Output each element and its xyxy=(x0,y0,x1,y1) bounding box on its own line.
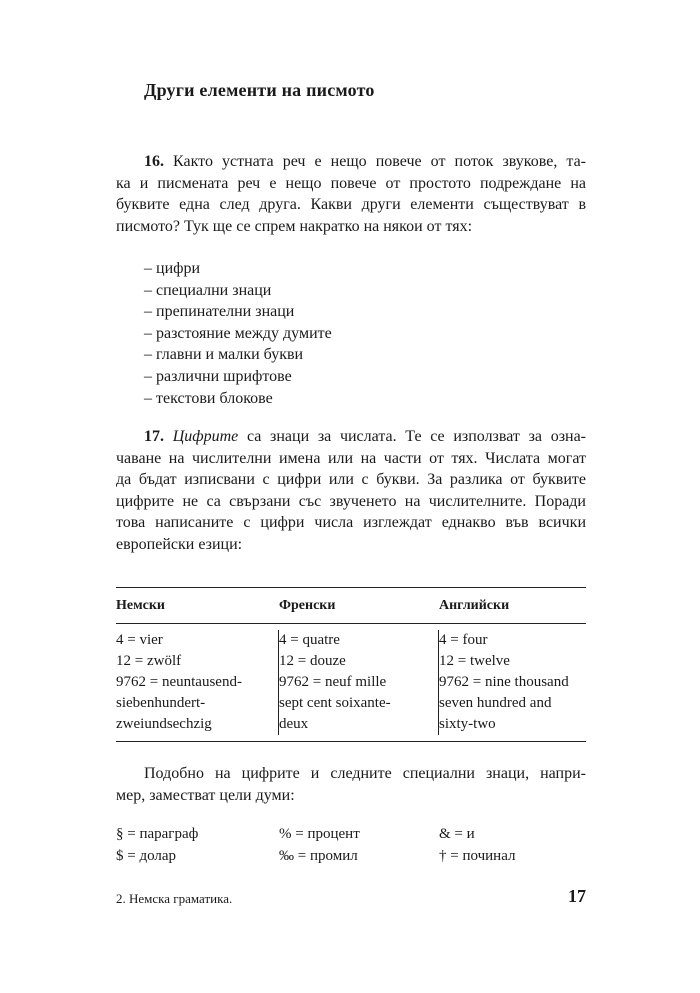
paragraph-16-line: ка и писмената реч е нещо повече от простото подреждане на xyxy=(116,174,586,192)
table-header-row xyxy=(116,588,586,624)
paragraph-17-line: цифрите не са свързани със звученето на числителните. Поради xyxy=(116,492,586,510)
table-column-german xyxy=(116,630,279,735)
list-item: – специални знаци xyxy=(144,281,272,299)
signs-row xyxy=(116,845,586,867)
special-signs-list xyxy=(116,823,586,867)
numbers-table xyxy=(116,587,586,742)
elements-list xyxy=(144,258,332,409)
table-cell: siebenhundert- xyxy=(116,695,206,711)
section-heading: Други елементи на писмото xyxy=(144,80,375,100)
footer-signature: 2. Немска граматика. xyxy=(116,891,233,906)
table-cell: sixty-two xyxy=(439,716,496,732)
table-cell: 4 = four xyxy=(439,632,488,648)
paragraph-17 xyxy=(116,426,586,555)
table-cell: seven hundred and xyxy=(439,695,552,711)
table-cell: 12 = douze xyxy=(279,653,346,669)
paragraph-16 xyxy=(116,151,586,237)
table-cell: zweiundsechzig xyxy=(116,716,212,732)
list-item: – разстояние между думите xyxy=(144,324,332,342)
sign-permille: ‰ = промил xyxy=(279,848,358,864)
sign-paragraph: § = параграф xyxy=(116,826,199,842)
paragraph-17-line: европейски езици: xyxy=(116,535,243,553)
table-cell: 12 = twelve xyxy=(439,653,510,669)
table-cell: 4 = vier xyxy=(116,632,163,648)
table-cell: 4 = quatre xyxy=(279,632,340,648)
table-header-french: Френски xyxy=(279,597,336,613)
table-cell: deux xyxy=(279,716,309,732)
table-cell: 9762 = nine thousand xyxy=(439,674,569,690)
table-cell: 9762 = neuf mille xyxy=(279,674,387,690)
list-item: – главни и малки букви xyxy=(144,346,304,364)
sign-dagger: † = починал xyxy=(439,848,516,864)
table-header-english: Английски xyxy=(439,597,510,613)
italic-term: Цифрите xyxy=(172,428,239,445)
table-header-german: Немски xyxy=(116,597,165,613)
table-column-english xyxy=(439,630,586,735)
paragraph-16-line: писмото? Тук ще се спрем накратко на някои от тях: xyxy=(116,217,473,235)
paragraph-special-signs xyxy=(116,763,586,806)
table-body-row xyxy=(116,624,586,741)
paragraph-17-line: да бъдат изписвани с цифри или с букви. За разлика от буквите xyxy=(116,471,586,488)
sign-percent: % = процент xyxy=(279,826,360,842)
paragraph-17-line: това написаните с цифри числа изглеждат еднакво във всички xyxy=(116,514,586,531)
paragraph-number: 16. xyxy=(144,153,164,170)
sign-dollar: $ = долар xyxy=(116,848,177,864)
paragraph-line: мер, заместват цели думи: xyxy=(116,786,295,804)
sign-ampersand: & = и xyxy=(439,826,475,842)
table-column-french xyxy=(279,630,439,735)
table-cell: 9762 = neuntausend- xyxy=(116,674,242,690)
table-cell: sept cent soixante- xyxy=(279,695,391,711)
paragraph-16-line: буквите една след друга. Какви други елементи съществуват в xyxy=(116,196,586,213)
list-item: – препинателни знаци xyxy=(144,303,295,321)
paragraph-17-line: 17. Цифрите са знаци за числата. Те се използват за озна- xyxy=(144,428,587,445)
paragraph-number: 17. xyxy=(144,428,164,445)
list-item: – текстови блокове xyxy=(144,389,273,407)
paragraph-line: Подобно на цифрите и следните специални знаци, напри- xyxy=(144,765,586,782)
signs-row xyxy=(116,823,586,845)
list-item: – цифри xyxy=(144,260,201,277)
paragraph-16-line: 16. Както устната реч е нещо повече от поток звукове, та- xyxy=(144,153,586,170)
table-cell: 12 = zwölf xyxy=(116,653,182,669)
page-number: 17 xyxy=(568,886,586,906)
paragraph-17-line: чаване на числителни имена или на части от тях. Числата могат xyxy=(116,449,586,467)
list-item: – различни шрифтове xyxy=(144,367,292,385)
book-page xyxy=(116,0,586,993)
